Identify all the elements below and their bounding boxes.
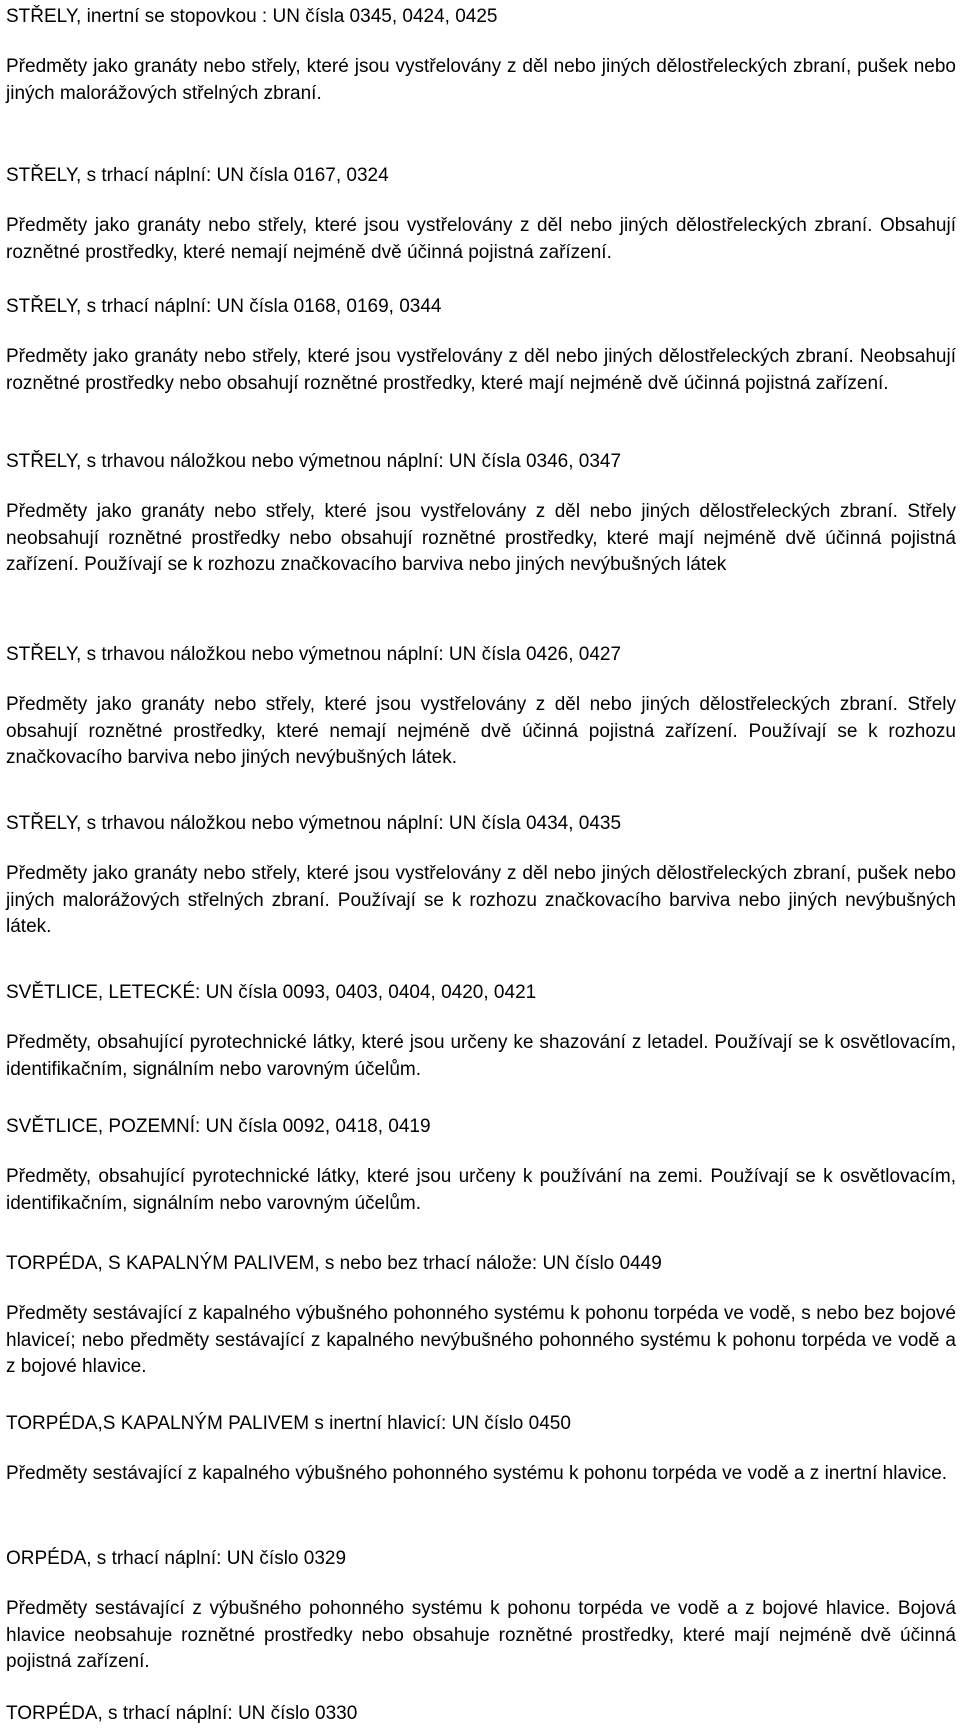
entry-0092: [6, 1114, 956, 1217]
entry-0450: [6, 1411, 956, 1488]
entry-0345: [6, 4, 956, 107]
entry-heading: STŘELY, s trhavou náložkou nebo výmetnou náplní: UN čísla 0426, 0427: [6, 644, 622, 665]
entry-0093: [6, 980, 956, 1083]
entry-heading: STŘELY, s trhací náplní: UN čísla 0168, 0169, 0344: [6, 296, 442, 317]
entry-description: Předměty sestávající z výbušného pohonného systému k pohonu torpéda ve vodě a z bojové hlavice. Bojová hlavice neobsahuje roznětné prostředky nebo obsahuje roznětné prostředky, které mají nejméně dvě účinná pojistná zařízení.: [6, 1598, 956, 1672]
entry-description: Předměty jako granáty nebo střely, které jsou vystřelovány z děl nebo jiných dělostřeleckých zbraní. Neobsahují roznětné prostředky nebo obsahují roznětné prostředky, které mají nejméně dvě účinná pojistná zařízení.: [6, 346, 956, 394]
entry-0167: [6, 163, 956, 266]
entry-0330: [6, 1701, 956, 1727]
entry-description: Předměty jako granáty nebo střely, které jsou vystřelovány z děl nebo jiných dělostřeleckých zbraní, pušek nebo jiných malorážových střelných zbraní. Používají se k rozhozu značkovacího barviva nebo jiných nevýbušných látek.: [6, 863, 956, 937]
entry-heading: STŘELY, s trhavou náložkou nebo výmetnou náplní: UN čísla 0434, 0435: [6, 813, 622, 834]
entry-heading: SVĚTLICE, LETECKÉ: UN čísla 0093, 0403, 0404, 0420, 0421: [6, 982, 537, 1003]
entry-0329: [6, 1546, 956, 1676]
entry-description: Předměty jako granáty nebo střely, které jsou vystřelovány z děl nebo jiných dělostřeleckých zbraní. Střely neobsahují roznětné prostředky nebo obsahují roznětné prostředky, které mají nejméně dvě účinná pojistná zařízení. Používají se k rozhozu značkovacího barviva nebo jiných nevýbušných látek: [6, 501, 956, 575]
entry-description: Předměty sestávající z kapalného výbušného pohonného systému k pohonu torpéda ve vodě, s nebo bez bojové hlavicеí; nebo předměty sestávající z kapalného nevýbušného pohonného systému k pohonu torpéda ve vodě a z bojové hlavice.: [6, 1303, 956, 1377]
entry-description: Předměty jako granáty nebo střely, které jsou vystřelovány z děl nebo jiných dělostřeleckých zbraní. Obsahují roznětné prostředky, které nemají nejméně dvě účinná pojistná zařízení.: [6, 215, 956, 263]
entry-0168: [6, 294, 956, 397]
entry-heading: TORPÉDA,S KAPALNÝM PALIVEM s inertní hlavicí: UN číslo 0450: [6, 1413, 571, 1434]
entry-heading: STŘELY, s trhavou náložkou nebo výmetnou náplní: UN čísla 0346, 0347: [6, 451, 622, 472]
entry-0434: [6, 811, 956, 941]
entry-0426: [6, 642, 956, 772]
entry-description: Předměty jako granáty nebo střely, které jsou vystřelovány z děl nebo jiných dělostřeleckých zbraní, pušek nebo jiných malorážových střelných zbraní.: [6, 56, 956, 104]
entry-description: Předměty, obsahující pyrotechnické látky, které jsou určeny ke shazování z letadel. Používají se k osvětlovacím, identifikačním, signálním nebo varovným účelům.: [6, 1032, 956, 1080]
entry-description: Předměty sestávající z kapalného výbušného pohonného systému k pohonu torpéda ve vodě a z inertní hlavice.: [6, 1463, 948, 1484]
entry-heading: TORPÉDA, s trhací náplní: UN číslo 0330: [6, 1703, 358, 1724]
entry-heading: TORPÉDA, S KAPALNÝM PALIVEM, s nebo bez trhací nálože: UN číslo 0449: [6, 1253, 662, 1274]
entry-heading: STŘELY, inertní se stopovkou : UN čísla 0345, 0424, 0425: [6, 6, 498, 27]
entry-heading: STŘELY, s trhací náplní: UN čísla 0167, 0324: [6, 165, 389, 186]
entry-0346: [6, 449, 956, 579]
entry-heading: ORPÉDA, s trhací náplní: UN číslo 0329: [6, 1548, 347, 1569]
entry-description: Předměty, obsahující pyrotechnické látky, které jsou určeny k používání na zemi. Používají se k osvětlovacím, identifikačním, signálním nebo varovným účelům.: [6, 1166, 956, 1214]
entry-description: Předměty jako granáty nebo střely, které jsou vystřelovány z děl nebo jiných dělostřeleckých zbraní. Střely obsahují roznětné prostředky, které nemají nejméně dvě účinná pojistná zařízení. Používají se k rozhozu značkovacího barviva nebo jiných nevýbušných látek.: [6, 694, 956, 768]
entry-0449: [6, 1251, 956, 1381]
entry-heading: SVĚTLICE, POZEMNÍ: UN čísla 0092, 0418, 0419: [6, 1116, 431, 1137]
